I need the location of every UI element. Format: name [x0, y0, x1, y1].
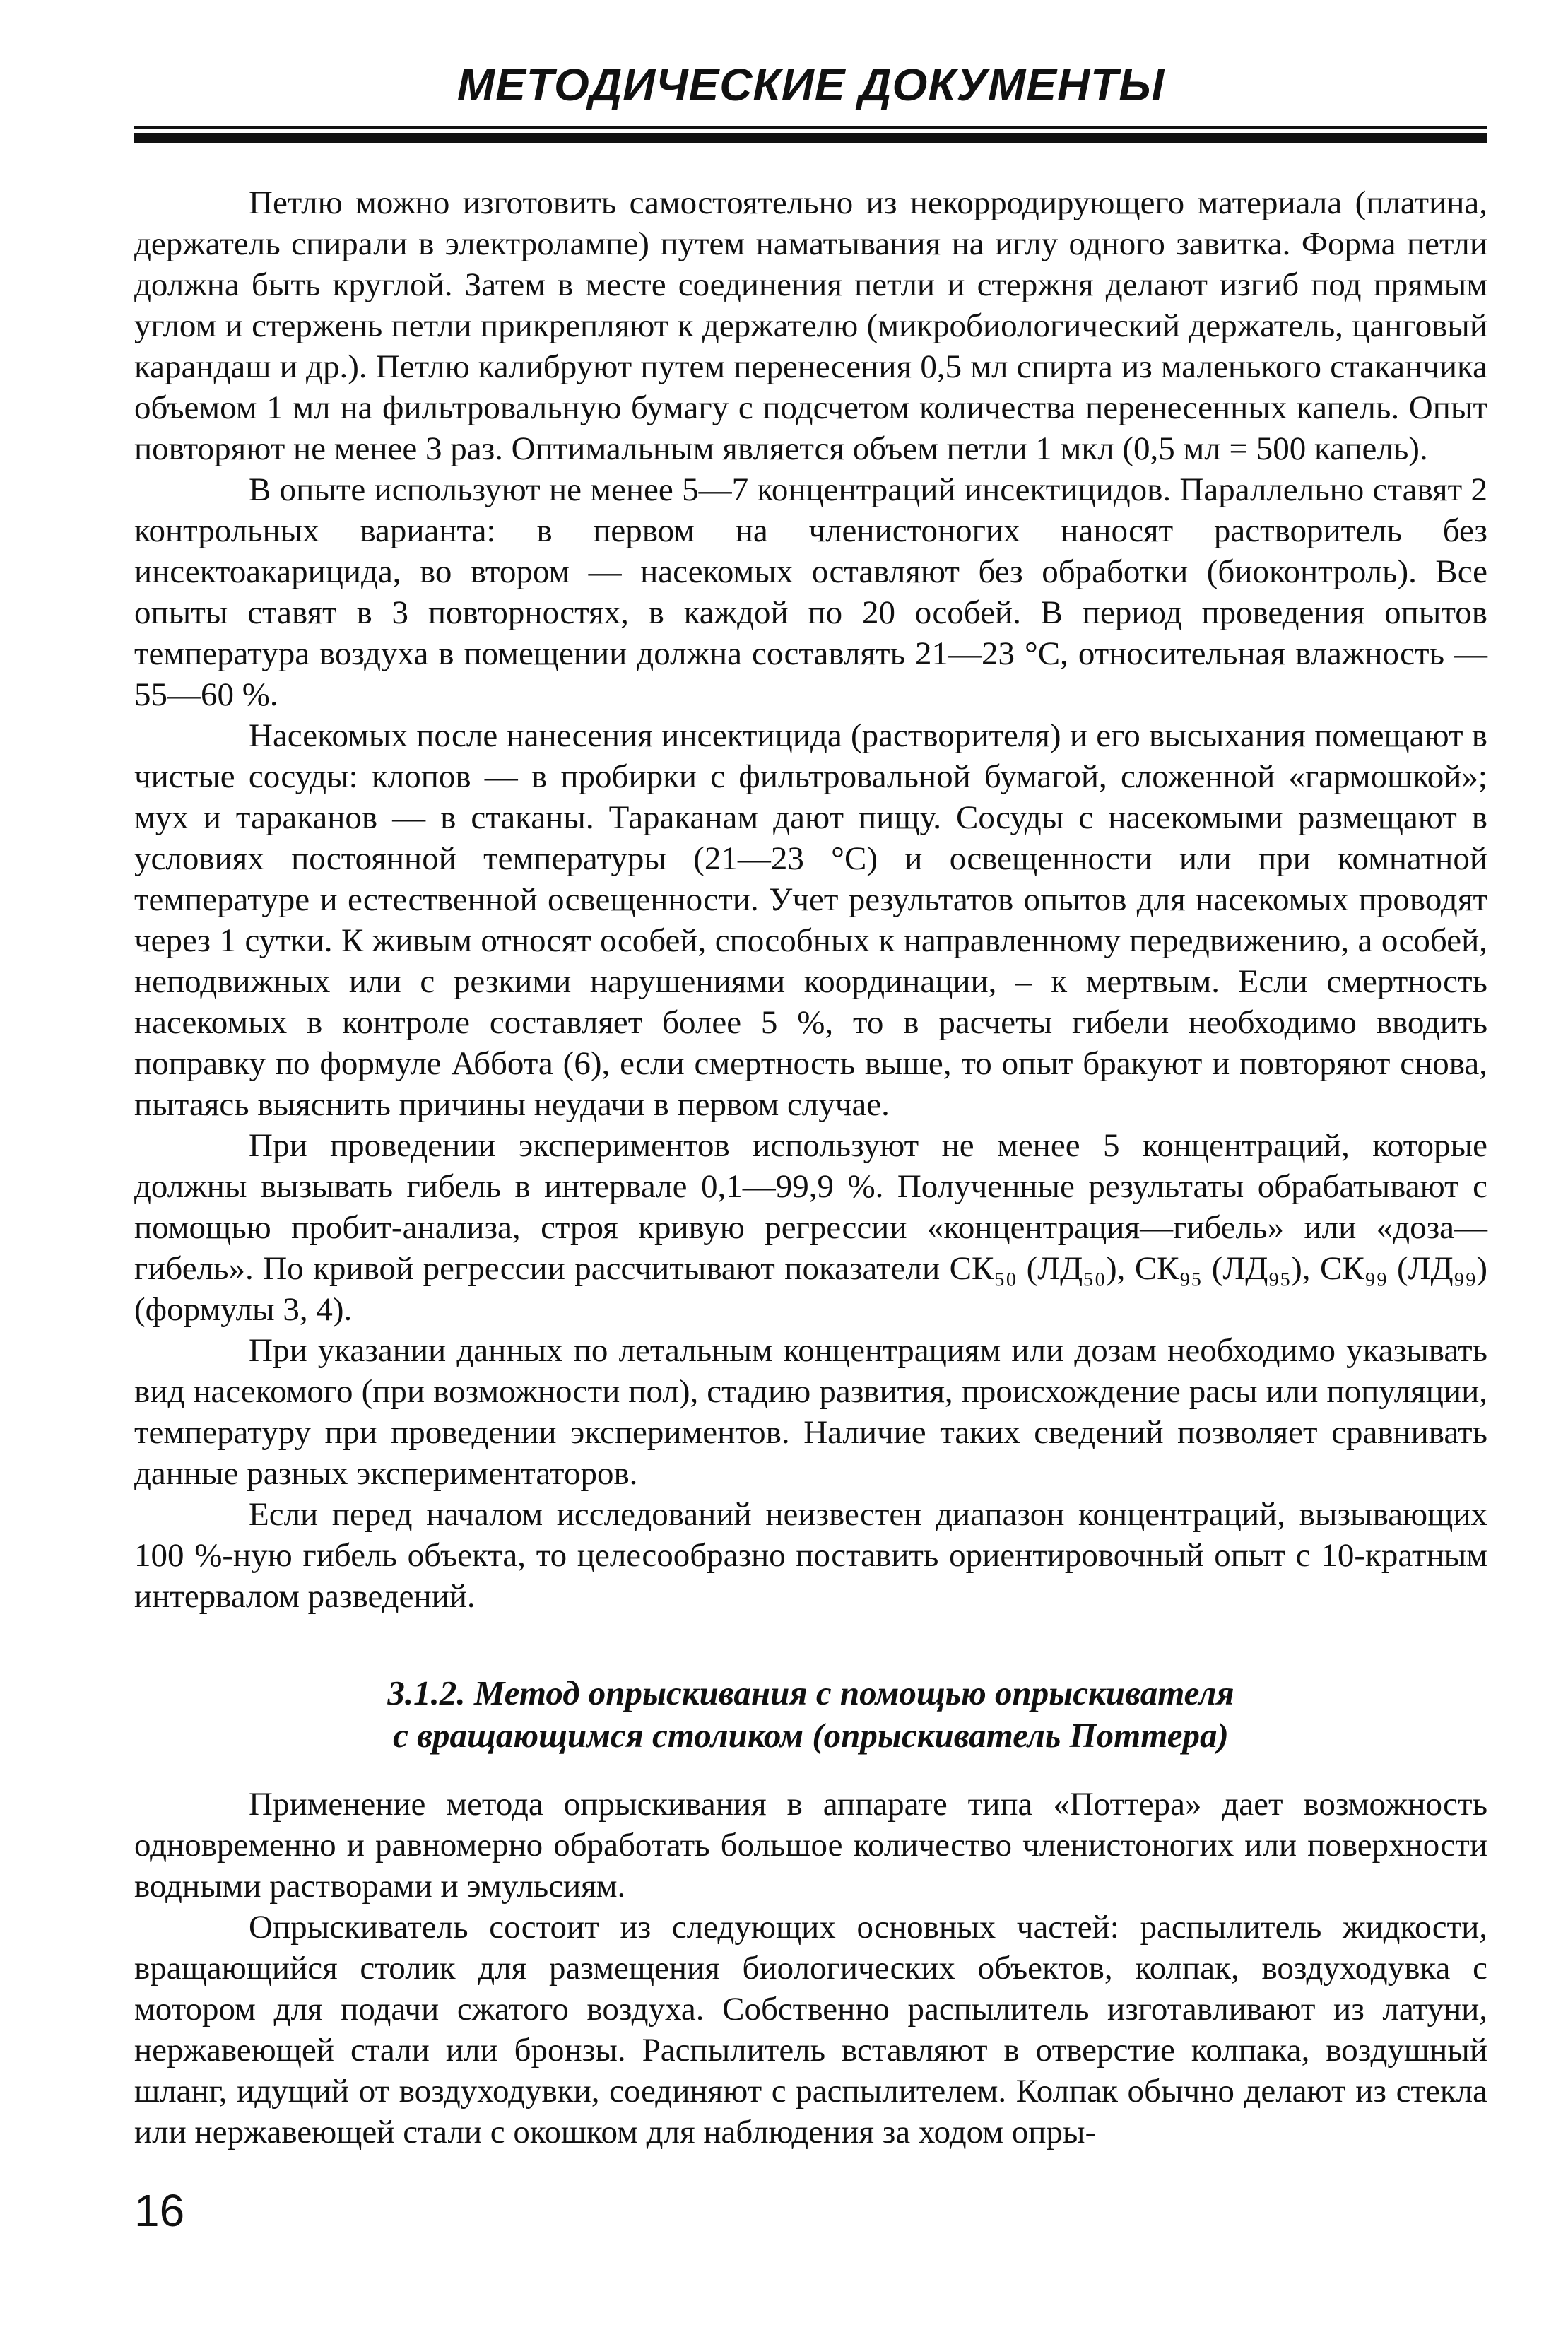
page-number: 16 [134, 2185, 185, 2236]
paragraph-potter-method: Применение метода опрыскивания в аппарате типа «Поттера» дает возможность одновременно и равномерно обработать большое количество членистоногих или поверхности водными растворами и эмульсиям. [134, 1786, 1487, 1905]
section-heading-line-2: с вращающимся столиком (опрыскиватель Поттера) [393, 1716, 1229, 1755]
page-body [134, 182, 1487, 2153]
header-rule-thin [134, 126, 1487, 129]
running-header: МЕТОДИЧЕСКИЕ ДОКУМЕНТЫ [456, 59, 1165, 110]
paragraph-insect-placement: Насекомых после нанесения инсектицида (растворителя) и его высыхания помещают в чистые сосуды: клопов — в пробирки с фильтровальной бумагой, сложенной «гармошкой»; мух и тараканов — в стаканы. Тараканам дают пищу. Сосуды с насекомыми размещают в условиях постоянной температуры (21—23 °С) и освещенности или при комнатной температуре и естественной освещенности. Учет результатов опытов для насекомых проводят через 1 сутки. К живым относят особей, способных к направленному передвижению, а особей, неподвижных или с резкими нарушениями координации, – к мертвым. Если смертность насекомых в контроле составляет более 5 %, то в расчеты гибели необходимо вводить поправку по формуле Аббота (6), если смертность выше, то опыт бракуют и повторяют снова, пытаясь выяснить причины неудачи в первом случае. [134, 717, 1487, 1123]
paragraph-probit-analysis: При проведении экспериментов используют не менее 5 концентраций, которые должны вызывать гибель в интервале 0,1—99,9 %. Полученные результаты обрабатывают с помощью пробит-анализа, строя кривую регрессии «концентрация—гибель» или «доза—гибель». По кривой регрессии рассчитывают показатели СК₅₀ (ЛД₅₀), СК₉₅ (ЛД₉₅), СК₉₉ (ЛД₉₉) (формулы 3, 4). [134, 1127, 1487, 1328]
paragraph-pilot-experiment: Если перед началом исследований неизвестен диапазон концентраций, вызывающих 100 %-ную гибель объекта, то целесообразно поставить ориентировочный опыт с 10-кратным интервалом разведений. [134, 1496, 1487, 1615]
paragraph-reporting-data: При указании данных по летальным концентрациям или дозам необходимо указывать вид насекомого (при возможности пол), стадию развития, происхождение расы или популяции, температуру при проведении экспериментов. Наличие таких сведений позволяет сравнивать данные разных экспериментаторов. [134, 1332, 1487, 1492]
header-rule-thick [134, 133, 1487, 143]
paragraph-concentrations: В опыте используют не менее 5—7 концентраций инсектицидов. Параллельно ставят 2 контрольных варианта: в первом на членистоногих наносят растворитель без инсектоакарицида, во втором — насекомых оставляют без обработки (биоконтроль). Все опыты ставят в 3 повторностях, в каждой по 20 особей. В период проведения опытов температура воздуха в помещении должна составлять 21—23 °С, относительная влажность — 55—60 %. [134, 471, 1487, 713]
paragraph-sprayer-parts: Опрыскиватель состоит из следующих основных частей: распылитель жидкости, вращающийся столик для размещения биологических объектов, колпак, воздуходувка с мотором для подачи сжатого воздуха. Собственно распылитель изготавливают из латуни, нержавеющей стали или бронзы. Распылитель вставляют в отверстие колпака, воздушный шланг, идущий от воздуходувки, соединяют с распылителем. Колпак обычно делают из стекла или нержавеющей стали с окошком для наблюдения за ходом опры- [134, 1909, 1487, 2150]
paragraph-loop-fabrication: Петлю можно изготовить самостоятельно из некорродирующего материала (платина, держатель спирали в электролампе) путем наматывания на иглу одного завитка. Форма петли должна быть круглой. Затем в месте соединения петли и стержня делают изгиб под прямым углом и стержень петли прикрепляют к держателю (микробиологический держатель, цанговый карандаш и др.). Петлю калибруют путем перенесения 0,5 мл спирта из маленького стаканчика объемом 1 мл на фильтровальную бумагу с подсчетом количества перенесенных капель. Опыт повторяют не менее 3 раз. Оптимальным является объем петли 1 мкл (0,5 мл = 500 капель). [134, 184, 1487, 467]
section-heading-line-1: 3.1.2. Метод опрыскивания с помощью опрыскивателя [387, 1673, 1234, 1712]
section-heading [134, 1672, 1487, 1757]
